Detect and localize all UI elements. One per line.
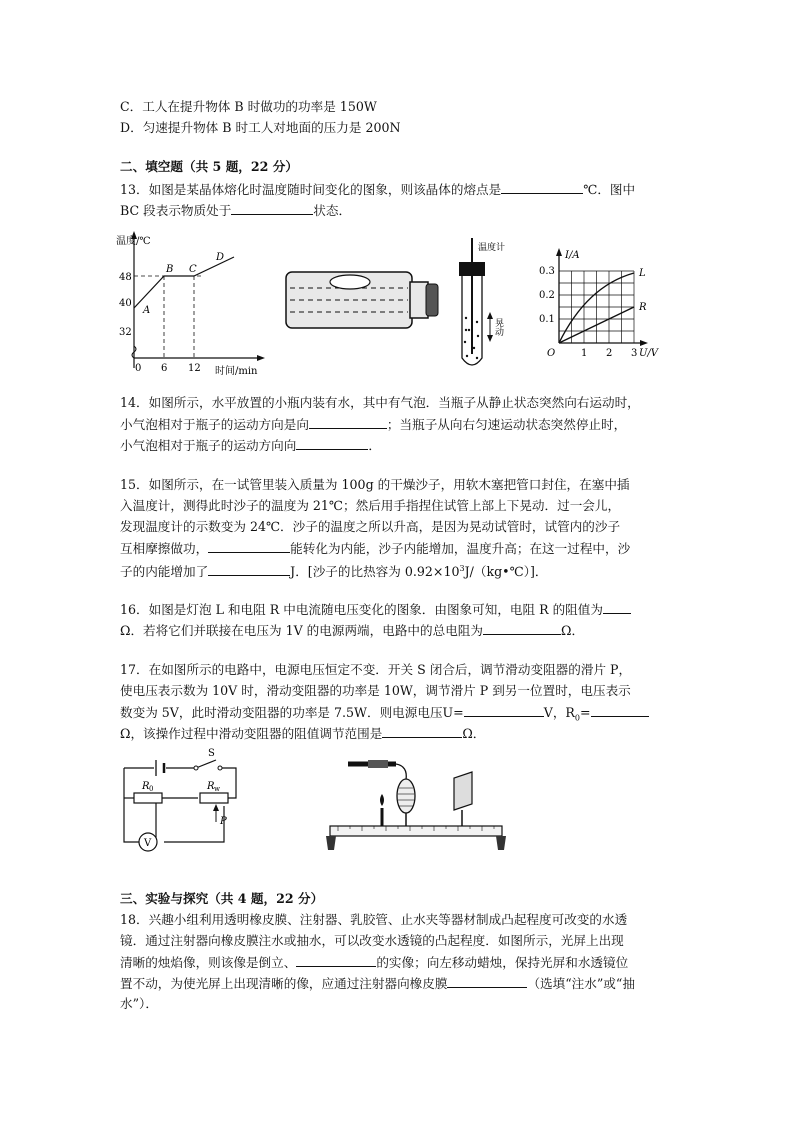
q14-blank-1[interactable] bbox=[309, 415, 387, 429]
q13-blank-state[interactable] bbox=[231, 201, 313, 215]
q15-text-d: J．[沙子的比热容为 0.92×10 bbox=[290, 564, 460, 580]
melting-xtick-12: 12 bbox=[188, 363, 201, 374]
q13-blank-melting-point[interactable] bbox=[501, 180, 583, 194]
melting-point-b: B bbox=[166, 264, 174, 275]
q17-text-d: Ω，该操作过程中滑动变阻器的阻值调节范围是 bbox=[120, 726, 383, 741]
circuit-label-r0-sub: 0 bbox=[149, 785, 154, 793]
q18-line-1: 18．兴趣小组利用透明橡皮膜、注射器、乳胶管、止水夹等器材制成凸起程度可改变的水透 bbox=[120, 912, 628, 927]
q13-text-b: ℃．图中 bbox=[583, 182, 636, 197]
circuit-label-rw: R bbox=[207, 781, 215, 792]
air-bubble bbox=[330, 275, 370, 289]
q17-blank-r0[interactable] bbox=[591, 703, 649, 717]
q17-text-c: = bbox=[580, 705, 591, 720]
q18-blank-size[interactable] bbox=[296, 953, 376, 967]
switch-contact-2 bbox=[218, 766, 222, 770]
q18-text-d: （选填“注水”或“抽 bbox=[527, 976, 635, 991]
melting-point-a: A bbox=[143, 305, 151, 316]
melting-ytick-32: 32 bbox=[119, 327, 132, 338]
circuit-label-rw-sub: w bbox=[214, 785, 220, 793]
melting-xtick-0: 0 bbox=[135, 363, 142, 374]
q18-text-a: 清晰的烛焰像，则该像是倒立、 bbox=[120, 955, 297, 970]
melting-y-label: 温度/℃ bbox=[116, 236, 151, 247]
q17-subscript: 0 bbox=[574, 713, 580, 723]
q13-text-a: 13．如图是某晶体熔化时温度随时间变化的图象，则该晶体的熔点是 bbox=[120, 182, 502, 197]
option-d: D．匀速提升物体 B 时工人对地面的压力是 200N bbox=[120, 120, 401, 135]
circuit-label-r0: R bbox=[142, 781, 150, 792]
q16-text-b: Ω．若将它们并联接在电压为 1V 的电源两端，电路中的总电阻为 bbox=[120, 623, 483, 638]
q16-blank-total[interactable] bbox=[483, 621, 561, 635]
section-2-heading: 二、填空题（共 5 题，22 分） bbox=[120, 159, 298, 174]
switch-contact-1 bbox=[194, 766, 198, 770]
q14-text-d: ． bbox=[368, 438, 381, 453]
latex-tube bbox=[396, 764, 406, 780]
iu-x-label: U/V bbox=[639, 348, 659, 359]
bench-rail bbox=[330, 826, 502, 836]
iu-origin: O bbox=[547, 348, 556, 359]
bottle-cap bbox=[426, 284, 438, 316]
q17-text-e: Ω． bbox=[462, 726, 486, 741]
q15-line-1: 15．如图所示，在一试管里装入质量为 100g 的干燥沙子，用软木塞把管口封住，在塞中插 bbox=[120, 477, 630, 492]
q17-line-2: 使电压表示数为 10V 时，滑动变阻器的功率是 10W，调节滑片 P 到另一位置时，电压表示 bbox=[120, 683, 631, 698]
q13-line-1 bbox=[120, 180, 635, 199]
iu-ytick-02: 0.2 bbox=[539, 290, 555, 301]
iu-graph bbox=[535, 246, 675, 364]
rheostat-rw bbox=[200, 793, 228, 803]
iu-ytick-03: 0.3 bbox=[539, 266, 555, 277]
thermometer-label: 温度计 bbox=[478, 243, 506, 253]
iu-xtick-3: 3 bbox=[631, 348, 638, 359]
q15-blank-heat[interactable] bbox=[208, 562, 290, 576]
melting-curve bbox=[134, 257, 234, 308]
bench-leg-right bbox=[496, 836, 506, 850]
q18-blank-action[interactable] bbox=[447, 974, 527, 988]
q13-line-2 bbox=[120, 201, 351, 220]
q15-exponent: 3 bbox=[459, 564, 465, 573]
iu-xtick-1: 1 bbox=[581, 348, 588, 359]
q18-text-c: 置不动，为使光屏上出现清晰的像，应通过注射器向橡皮膜 bbox=[120, 976, 448, 991]
wire-left bbox=[124, 768, 148, 842]
q15-text-c: 子的内能增加了 bbox=[120, 564, 209, 580]
q17-blank-range[interactable] bbox=[382, 724, 462, 738]
q16-text-a: 16．如图是灯泡 L 和电阻 R 中电流随电压变化的图象．由图象可知，电阻 R 的阻值为 bbox=[120, 602, 603, 617]
bottle-figure bbox=[282, 262, 442, 334]
q17-blank-voltage[interactable] bbox=[464, 703, 544, 717]
q18-line-4 bbox=[120, 974, 635, 993]
bench-leg-left bbox=[326, 836, 336, 850]
q15-text-a: 互相摩擦做功， bbox=[120, 541, 209, 556]
melting-ytick-40: 40 bbox=[119, 298, 132, 309]
iu-label-l: L bbox=[639, 268, 646, 279]
melting-ytick-48: 48 bbox=[119, 272, 132, 283]
q17-line-4 bbox=[120, 724, 485, 743]
melting-graph bbox=[112, 228, 272, 378]
q14-blank-2[interactable] bbox=[296, 436, 368, 450]
circuit-label-p: P bbox=[220, 816, 227, 827]
iu-grid bbox=[559, 271, 634, 343]
q16-blank-resistance[interactable] bbox=[603, 600, 631, 614]
resistor-r0 bbox=[134, 793, 162, 803]
q18-line-3 bbox=[120, 953, 628, 972]
q17-line-1: 17．在如图所示的电路中，电源电压恒定不变．开关 S 闭合后，调节滑动变阻器的滑片 P， bbox=[120, 662, 632, 677]
iu-y-label: I/A bbox=[565, 250, 580, 261]
syringe-plunger bbox=[368, 760, 388, 768]
iu-ytick-01: 0.1 bbox=[539, 314, 555, 325]
q15-text-b: 能转化为内能，沙子内能增加，温度升高；在这一过程中，沙 bbox=[290, 541, 631, 556]
iu-label-r: R bbox=[639, 302, 647, 313]
q15-text-e: J/（kg•℃）]． bbox=[464, 564, 548, 580]
q16-line-1 bbox=[120, 600, 631, 619]
q14-line-1: 14．如图所示，水平放置的小瓶内装有水，其中有气泡．当瓶子从静止状态突然向右运动时， bbox=[120, 395, 640, 410]
circuit-diagram bbox=[112, 748, 252, 860]
option-c: C．工人在提升物体 B 时做功的功率是 150W bbox=[120, 99, 377, 114]
q16-text-c: Ω． bbox=[561, 623, 585, 638]
q14-text-b: ；当瓶子从向右匀速运动状态突然停止时， bbox=[386, 417, 627, 432]
switch-blade bbox=[196, 760, 216, 768]
optical-bench bbox=[322, 752, 512, 854]
q13-text-d: 状态． bbox=[313, 203, 352, 218]
q14-line-3 bbox=[120, 436, 381, 455]
q17-text-a: 数变为 5V，此时滑动变阻器的功率是 7.5W．则电源电压U= bbox=[120, 705, 464, 720]
q18-text-b: 的实像；向左移动蜡烛，保持光屏和水透镜位 bbox=[376, 955, 629, 970]
water-lens bbox=[397, 779, 415, 813]
q15-line-3: 发现温度计的示数变为 24℃．沙子的温度之所以升高，是因为晃动试管时，试管内的沙子 bbox=[120, 519, 621, 534]
q13-text-c: BC 段表示物质处于 bbox=[120, 203, 232, 218]
q16-line-2 bbox=[120, 621, 584, 640]
circuit-label-v: V bbox=[144, 838, 152, 849]
candle-flame bbox=[380, 794, 384, 806]
q14-text-a: 小气泡相对于瓶子的运动方向是向 bbox=[120, 417, 309, 432]
q15-line-5 bbox=[120, 560, 548, 581]
melting-x-label: 时间/min bbox=[215, 366, 258, 377]
q14-line-2 bbox=[120, 415, 626, 434]
light-screen bbox=[454, 772, 472, 810]
iu-xtick-2: 2 bbox=[606, 348, 613, 359]
q15-line-2: 入温度计，测得此时沙子的温度为 21℃；然后用手指捏住试管上部上下晃动．过一会儿， bbox=[120, 498, 621, 513]
melting-point-c: C bbox=[189, 264, 197, 275]
bottle-neck bbox=[410, 282, 428, 318]
q18-line-5: 水”）． bbox=[120, 996, 158, 1011]
shake-label: 晃动 bbox=[493, 318, 503, 336]
section-3-heading: 三、实验与探究（共 4 题，22 分） bbox=[120, 891, 324, 906]
q18-line-2: 镜．通过注射器向橡皮膜注水或抽水，可以改变水透镜的凸起程度．如图所示，光屏上出现 bbox=[120, 933, 624, 948]
cork-stopper bbox=[459, 262, 485, 276]
melting-point-d: D bbox=[216, 252, 225, 263]
melting-xtick-6: 6 bbox=[161, 363, 168, 374]
q17-text-b: V，R bbox=[543, 705, 575, 720]
q15-line-4 bbox=[120, 539, 630, 558]
q15-blank-energy[interactable] bbox=[208, 539, 290, 553]
q14-text-c: 小气泡相对于瓶子的运动方向向 bbox=[120, 438, 297, 453]
circuit-label-s: S bbox=[208, 748, 215, 759]
wire-bottom bbox=[164, 806, 224, 842]
test-tube-figure bbox=[452, 234, 522, 374]
melting-x-arrow bbox=[257, 355, 265, 361]
